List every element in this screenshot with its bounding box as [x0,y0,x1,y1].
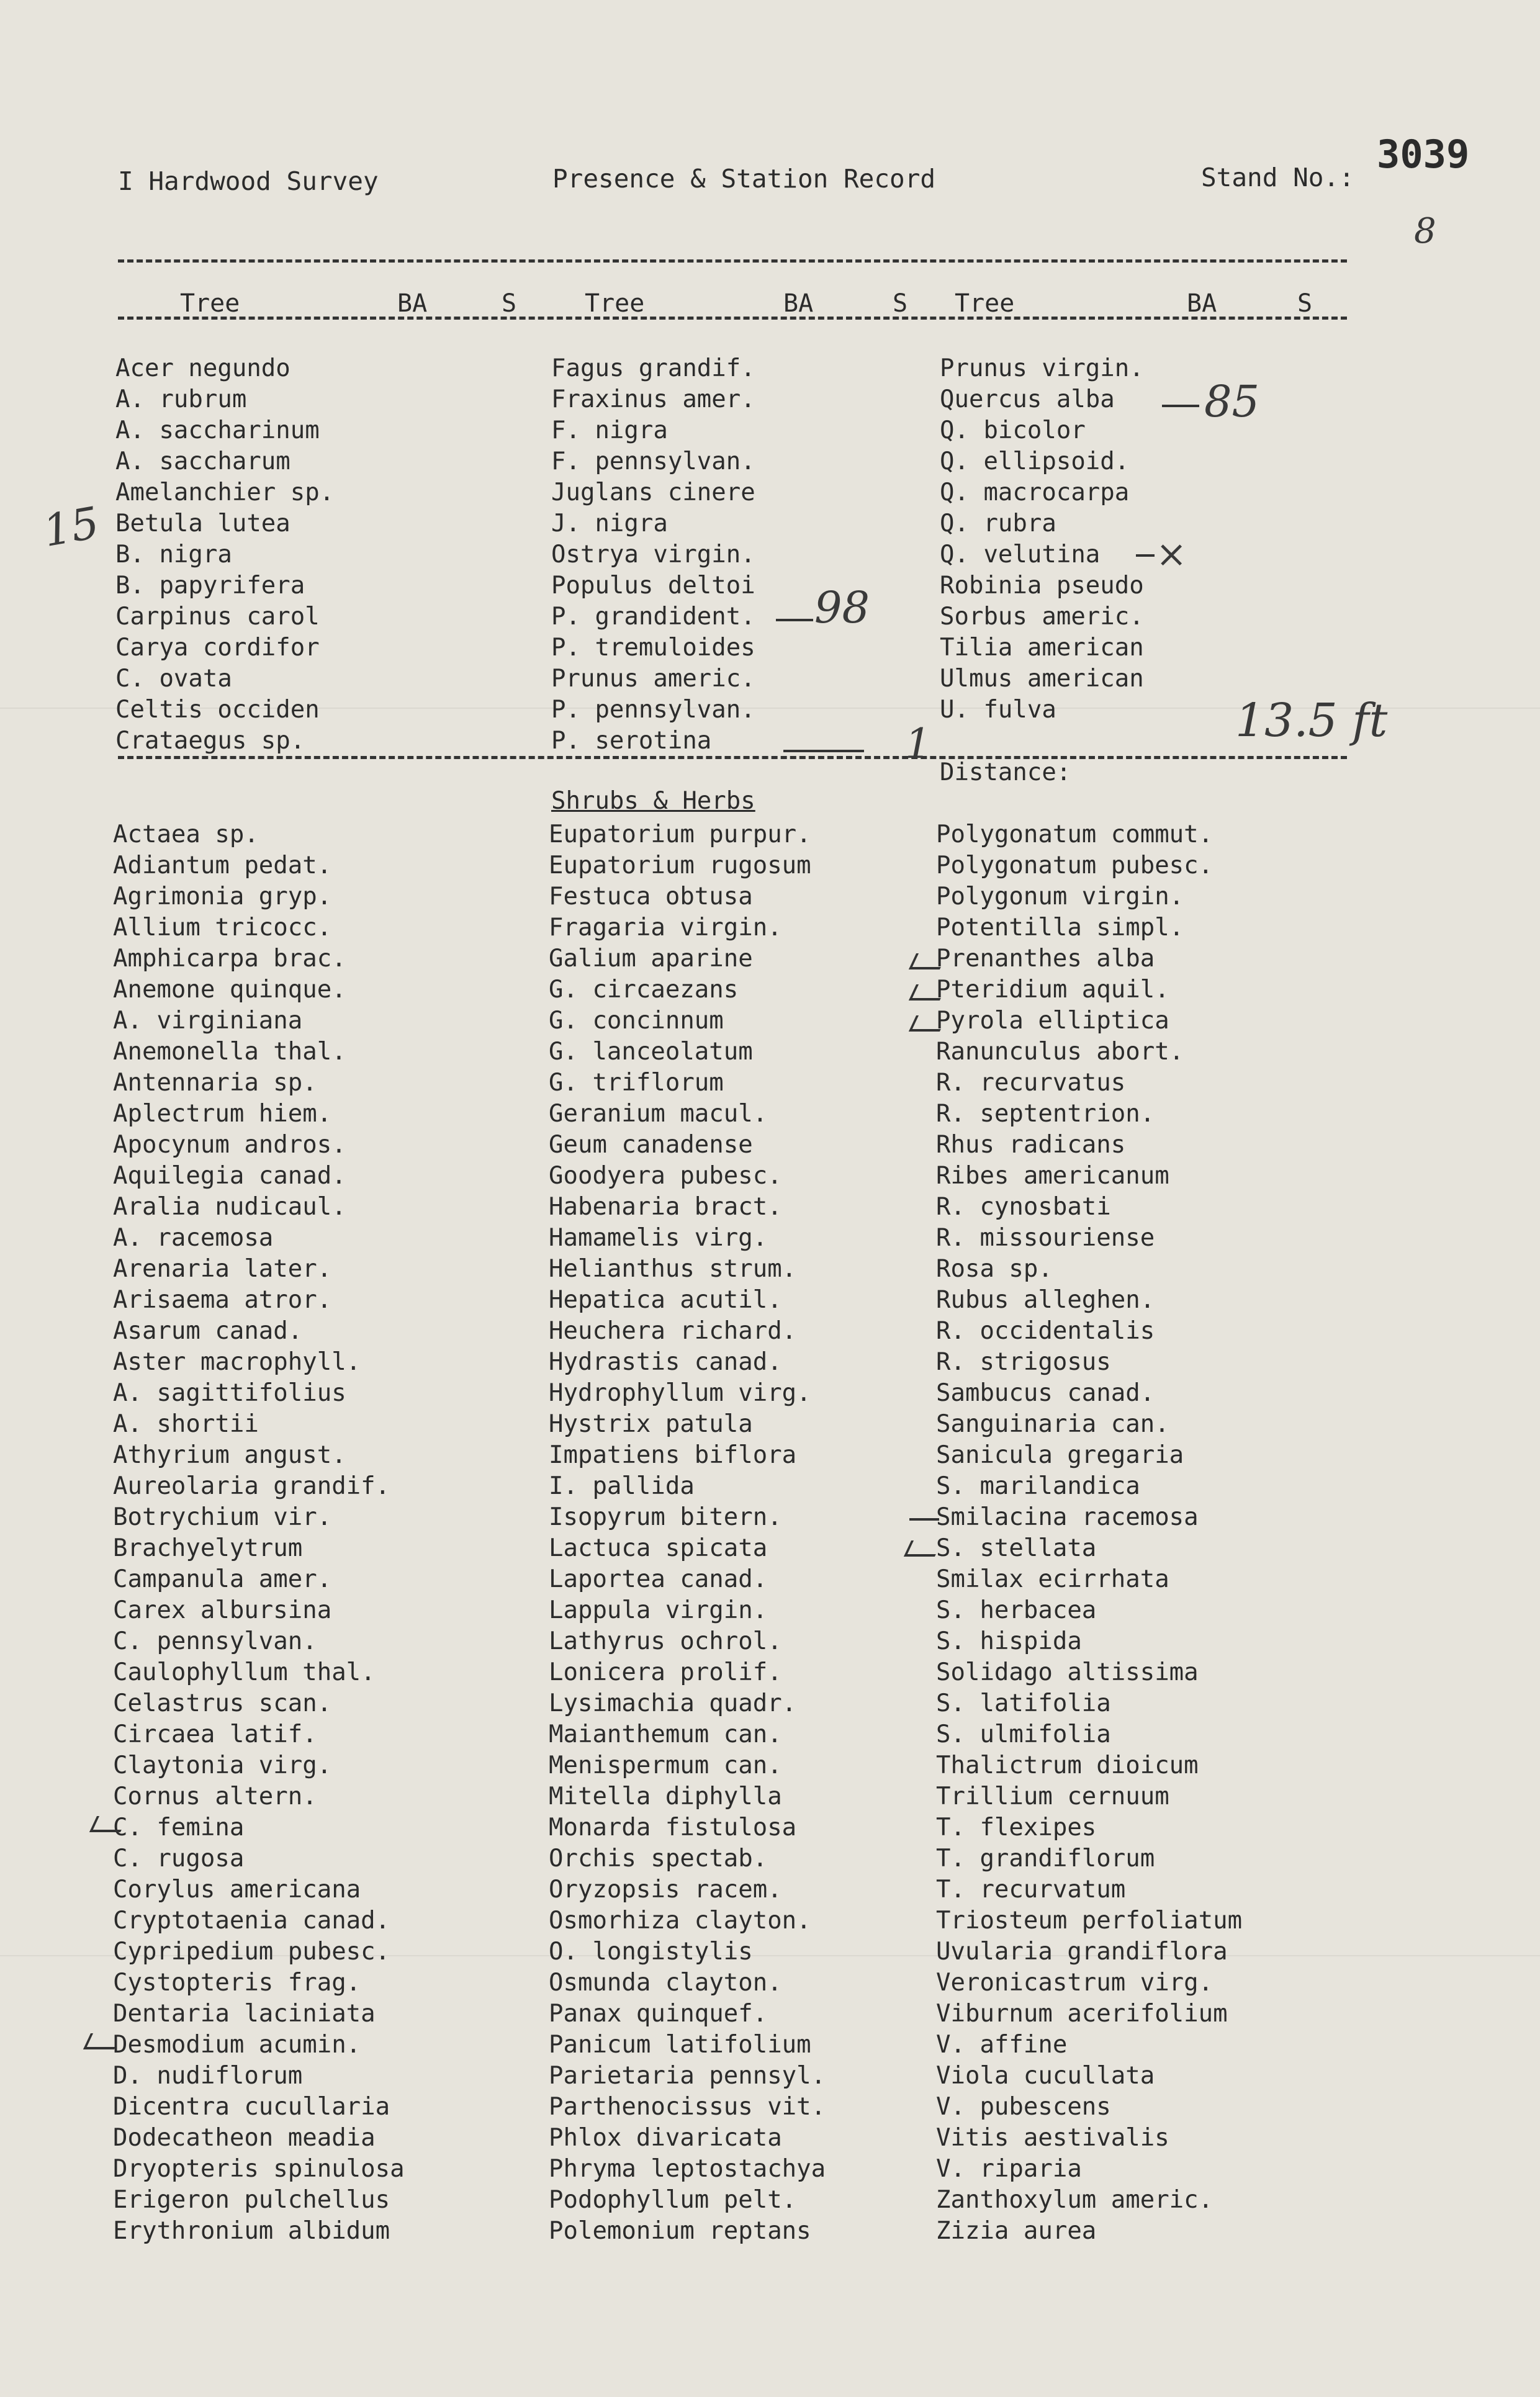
species-entry: G. triflorum [549,1069,724,1097]
species-entry: Fragaria virgin. [549,914,782,942]
species-entry: Impatiens biflora [549,1441,797,1469]
hand-ba-value: 85 [1204,376,1260,427]
header-tree: Tree [955,289,1015,318]
species-entry: Mitella diphylla [549,1783,782,1810]
species-entry: Claytonia virg. [113,1752,332,1779]
distance-label: Distance: [940,758,1071,786]
species-entry: Zizia aurea [936,2217,1097,2245]
header-tree: Tree [585,289,645,318]
species-entry: B. nigra [115,541,232,569]
species-entry: P. pennsylvan. [551,696,755,724]
species-entry: Potentilla simpl. [936,914,1184,942]
shrubs-title: Shrubs & Herbs [551,787,755,815]
species-entry: C. ovata [115,665,232,693]
hand-note: 8 [1414,211,1436,251]
species-entry: P. serotina [551,727,712,755]
species-entry: S. herbacea [936,1596,1097,1624]
stand-number: 3039 [1377,132,1470,177]
species-entry: Acer negundo [115,354,290,382]
species-entry: Amphicarpa brac. [113,945,346,973]
species-entry: Veronicastrum virg. [936,1969,1214,1997]
species-entry: Allium tricocc. [113,914,332,942]
species-entry: Monarda fistulosa [549,1814,797,1842]
species-entry: U. fulva [940,696,1056,724]
species-entry: R. missouriense [936,1224,1155,1252]
species-entry: R. cynosbati [936,1193,1111,1221]
species-entry: Athyrium angust. [113,1441,346,1469]
species-entry: Erythronium albidum [113,2217,390,2245]
species-entry: F. pennsylvan. [551,447,755,475]
header-ba: BA [397,289,428,318]
hand-dash [1136,554,1155,557]
species-entry: Adiantum pedat. [113,852,332,879]
hand-ba-value: 98 [814,582,870,633]
species-entry: Hystrix patula [549,1410,753,1438]
species-entry: Celastrus scan. [113,1689,332,1717]
species-entry: R. septentrion. [936,1100,1155,1128]
species-entry: S. hispida [936,1627,1082,1655]
species-entry: Thalictrum dioicum [936,1752,1199,1779]
species-entry: Trillium cernuum [936,1783,1169,1810]
species-entry: Q. velutina [940,541,1101,569]
species-entry: Oryzopsis racem. [549,1876,782,1904]
species-entry: I. pallida [549,1472,695,1500]
species-entry: C. femina [113,1814,245,1842]
species-entry: Phlox divaricata [549,2124,782,2152]
species-entry: Ulmus american [940,665,1144,693]
species-entry: Phryma leptostachya [549,2155,826,2183]
species-entry: Heuchera richard. [549,1317,797,1345]
species-entry: Antennaria sp. [113,1069,317,1097]
species-entry: J. nigra [551,510,668,537]
species-entry: F. nigra [551,416,668,444]
species-entry: Prenanthes alba [936,945,1155,973]
species-entry: Triosteum perfoliatum [936,1907,1243,1935]
species-entry: C. pennsylvan. [113,1627,317,1655]
species-entry: Anemonella thal. [113,1038,346,1066]
species-entry: Laportea canad. [549,1565,768,1593]
species-entry: Orchis spectab. [549,1845,768,1873]
species-entry: Polygonatum commut. [936,821,1214,848]
header-ba: BA [783,289,814,318]
species-entry: Juglans cinere [551,479,755,506]
species-entry: Maianthemum can. [549,1720,782,1748]
species-entry: T. recurvatum [936,1876,1126,1904]
species-entry: Dryopteris spinulosa [113,2155,405,2183]
species-entry: Crataegus sp. [115,727,305,755]
species-entry: Apocynum andros. [113,1131,346,1159]
species-entry: Fraxinus amer. [551,385,755,413]
species-entry: Cornus altern. [113,1783,317,1810]
species-entry: Rubus alleghen. [936,1286,1155,1314]
species-entry: Polygonatum pubesc. [936,852,1214,879]
species-entry: Habenaria bract. [549,1193,782,1221]
tree-column-3 [940,353,1144,726]
hand-x-mark: × [1156,533,1187,576]
species-entry: Osmorhiza clayton. [549,1907,811,1935]
species-entry: Lysimachia quadr. [549,1689,797,1717]
species-entry: P. grandident. [551,603,755,631]
species-entry: V. affine [936,2031,1068,2059]
species-entry: Prunus americ. [551,665,755,693]
species-entry: Menispermum can. [549,1752,782,1779]
species-entry: Desmodium acumin. [113,2031,361,2059]
species-entry: Polygonum virgin. [936,883,1184,911]
species-entry: Dodecatheon meadia [113,2124,376,2152]
species-entry: Q. ellipsoid. [940,447,1130,475]
species-entry: G. lanceolatum [549,1038,753,1066]
species-entry: B. papyrifera [115,572,305,600]
species-entry: Robinia pseudo [940,572,1144,600]
species-entry: Solidago altissima [936,1658,1199,1686]
species-entry: Betula lutea [115,510,290,537]
species-entry: Sorbus americ. [940,603,1144,631]
tree-column-1 [115,353,334,757]
stand-label: Stand No.: [1201,163,1354,192]
species-entry: Galium aparine [549,945,753,973]
species-entry: Cypripedium pubesc. [113,1938,390,1966]
species-entry: Populus deltoi [551,572,755,600]
species-entry: Sanguinaria can. [936,1410,1169,1438]
header-s: S [893,289,908,318]
header-s: S [502,289,517,318]
species-entry: Agrimonia gryp. [113,883,332,911]
species-entry: Fagus grandif. [551,354,755,382]
species-entry: Lappula virgin. [549,1596,768,1624]
species-entry: T. flexipes [936,1814,1097,1842]
species-entry: Panicum latifolium [549,2031,811,2059]
species-entry: Anemone quinque. [113,976,346,1004]
record-title: Presence & Station Record [552,164,936,194]
species-entry: A. shortii [113,1410,259,1438]
survey-title: I Hardwood Survey [118,166,379,196]
species-entry: Campanula amer. [113,1565,332,1593]
species-entry: G. concinnum [549,1007,724,1035]
species-entry: P. tremuloides [551,634,755,662]
species-entry: Rosa sp. [936,1255,1053,1283]
species-entry: S. latifolia [936,1689,1111,1717]
species-entry: Geum canadense [549,1131,753,1159]
species-entry: Asarum canad. [113,1317,303,1345]
species-entry: A. saccharinum [115,416,320,444]
species-entry: Eupatorium purpur. [549,821,811,848]
species-entry: Corylus americana [113,1876,361,1904]
species-entry: Polemonium reptans [549,2217,811,2245]
species-entry: Smilax ecirrhata [936,1565,1169,1593]
dashed-rule [118,317,1347,320]
shrub-column-1 [113,819,405,2247]
species-entry: Dentaria laciniata [113,2000,376,2028]
species-entry: S. marilandica [936,1472,1140,1500]
hand-distance-value: 13.5 ft [1235,694,1388,747]
species-entry: Caulophyllum thal. [113,1658,376,1686]
tree-column-2 [551,353,755,757]
dashed-rule [118,756,1347,759]
species-entry: Viburnum acerifolium [936,2000,1228,2028]
species-entry: Cryptotaenia canad. [113,1907,390,1935]
species-entry: Aralia nudicaul. [113,1193,346,1221]
species-entry: Celtis occiden [115,696,320,724]
species-entry: Prunus virgin. [940,354,1144,382]
species-entry: S. ulmifolia [936,1720,1111,1748]
species-entry: Aquilegia canad. [113,1162,346,1190]
hand-mark: 1 [905,720,931,768]
species-entry: Actaea sp. [113,821,259,848]
species-entry: Ribes americanum [936,1162,1169,1190]
species-entry: A. saccharum [115,447,290,475]
species-entry: Carpinus carol [115,603,320,631]
hand-dash [1162,405,1199,407]
species-entry: Aster macrophyll. [113,1348,361,1376]
species-entry: Lactuca spicata [549,1534,768,1562]
species-entry: O. longistylis [549,1938,753,1966]
species-entry: Goodyera pubesc. [549,1162,782,1190]
species-entry: D. nudiflorum [113,2062,303,2090]
hand-dash [783,750,864,752]
species-entry: Tilia american [940,634,1144,662]
species-entry: Hydrophyllum virg. [549,1379,811,1407]
species-entry: C. rugosa [113,1845,245,1873]
species-entry: Q. bicolor [940,416,1086,444]
species-entry: Aureolaria grandif. [113,1472,390,1500]
hand-margin-number: 15 [39,497,103,557]
species-entry: Helianthus strum. [549,1255,797,1283]
species-entry: Isopyrum bitern. [549,1503,782,1531]
species-entry: Q. macrocarpa [940,479,1130,506]
species-entry: Q. rubra [940,510,1056,537]
species-entry: Brachyelytrum [113,1534,303,1562]
species-entry: Geranium macul. [549,1100,768,1128]
species-entry: Parietaria pennsyl. [549,2062,826,2090]
species-entry: Botrychium vir. [113,1503,332,1531]
species-entry: A. racemosa [113,1224,274,1252]
species-entry: Viola cucullata [936,2062,1155,2090]
species-entry: R. recurvatus [936,1069,1126,1097]
species-entry: V. riparia [936,2155,1082,2183]
header-tree: Tree [180,289,240,318]
species-entry: Arisaema atror. [113,1286,332,1314]
species-entry: Aplectrum hiem. [113,1100,332,1128]
species-entry: A. virginiana [113,1007,303,1035]
species-entry: Lathyrus ochrol. [549,1627,782,1655]
species-entry: Pyrola elliptica [936,1007,1169,1035]
species-entry: Ostrya virgin. [551,541,755,569]
header-s: S [1297,289,1313,318]
species-entry: Sambucus canad. [936,1379,1155,1407]
species-entry: Pteridium aquil. [936,976,1169,1004]
species-entry: T. grandiflorum [936,1845,1155,1873]
dashed-rule [118,259,1347,263]
species-entry: Lonicera prolif. [549,1658,782,1686]
species-entry: Podophyllum pelt. [549,2186,797,2214]
species-entry: G. circaezans [549,976,739,1004]
species-entry: V. pubescens [936,2093,1111,2121]
species-entry: A. rubrum [115,385,247,413]
check-mark-icon [909,1518,939,1521]
species-entry: Dicentra cucullaria [113,2093,390,2121]
hand-dash [776,619,813,621]
species-entry: Panax quinquef. [549,2000,768,2028]
species-entry: Erigeron pulchellus [113,2186,390,2214]
species-entry: Circaea latif. [113,1720,317,1748]
species-entry: Hamamelis virg. [549,1224,768,1252]
species-entry: Sanicula gregaria [936,1441,1184,1469]
species-entry: S. stellata [936,1534,1097,1562]
header-ba: BA [1187,289,1217,318]
species-entry: Arenaria later. [113,1255,332,1283]
species-entry: Hepatica acutil. [549,1286,782,1314]
shrub-column-2 [549,819,826,2247]
species-entry: R. occidentalis [936,1317,1155,1345]
species-entry: R. strigosus [936,1348,1111,1376]
species-entry: Zanthoxylum americ. [936,2186,1214,2214]
species-entry: Osmunda clayton. [549,1969,782,1997]
species-entry: Uvularia grandiflora [936,1938,1228,1966]
species-entry: Amelanchier sp. [115,479,335,506]
species-entry: A. sagittifolius [113,1379,346,1407]
species-entry: Rhus radicans [936,1131,1126,1159]
shrub-column-3 [936,819,1242,2247]
species-entry: Vitis aestivalis [936,2124,1169,2152]
species-entry: Quercus alba [940,385,1115,413]
species-entry: Carex albursina [113,1596,332,1624]
species-entry: Parthenocissus vit. [549,2093,826,2121]
species-entry: Carya cordifor [115,634,320,662]
species-entry: Eupatorium rugosum [549,852,811,879]
species-entry: Festuca obtusa [549,883,753,911]
species-entry: Ranunculus abort. [936,1038,1184,1066]
species-entry: Smilacina racemosa [936,1503,1199,1531]
species-entry: Hydrastis canad. [549,1348,782,1376]
species-entry: Cystopteris frag. [113,1969,361,1997]
